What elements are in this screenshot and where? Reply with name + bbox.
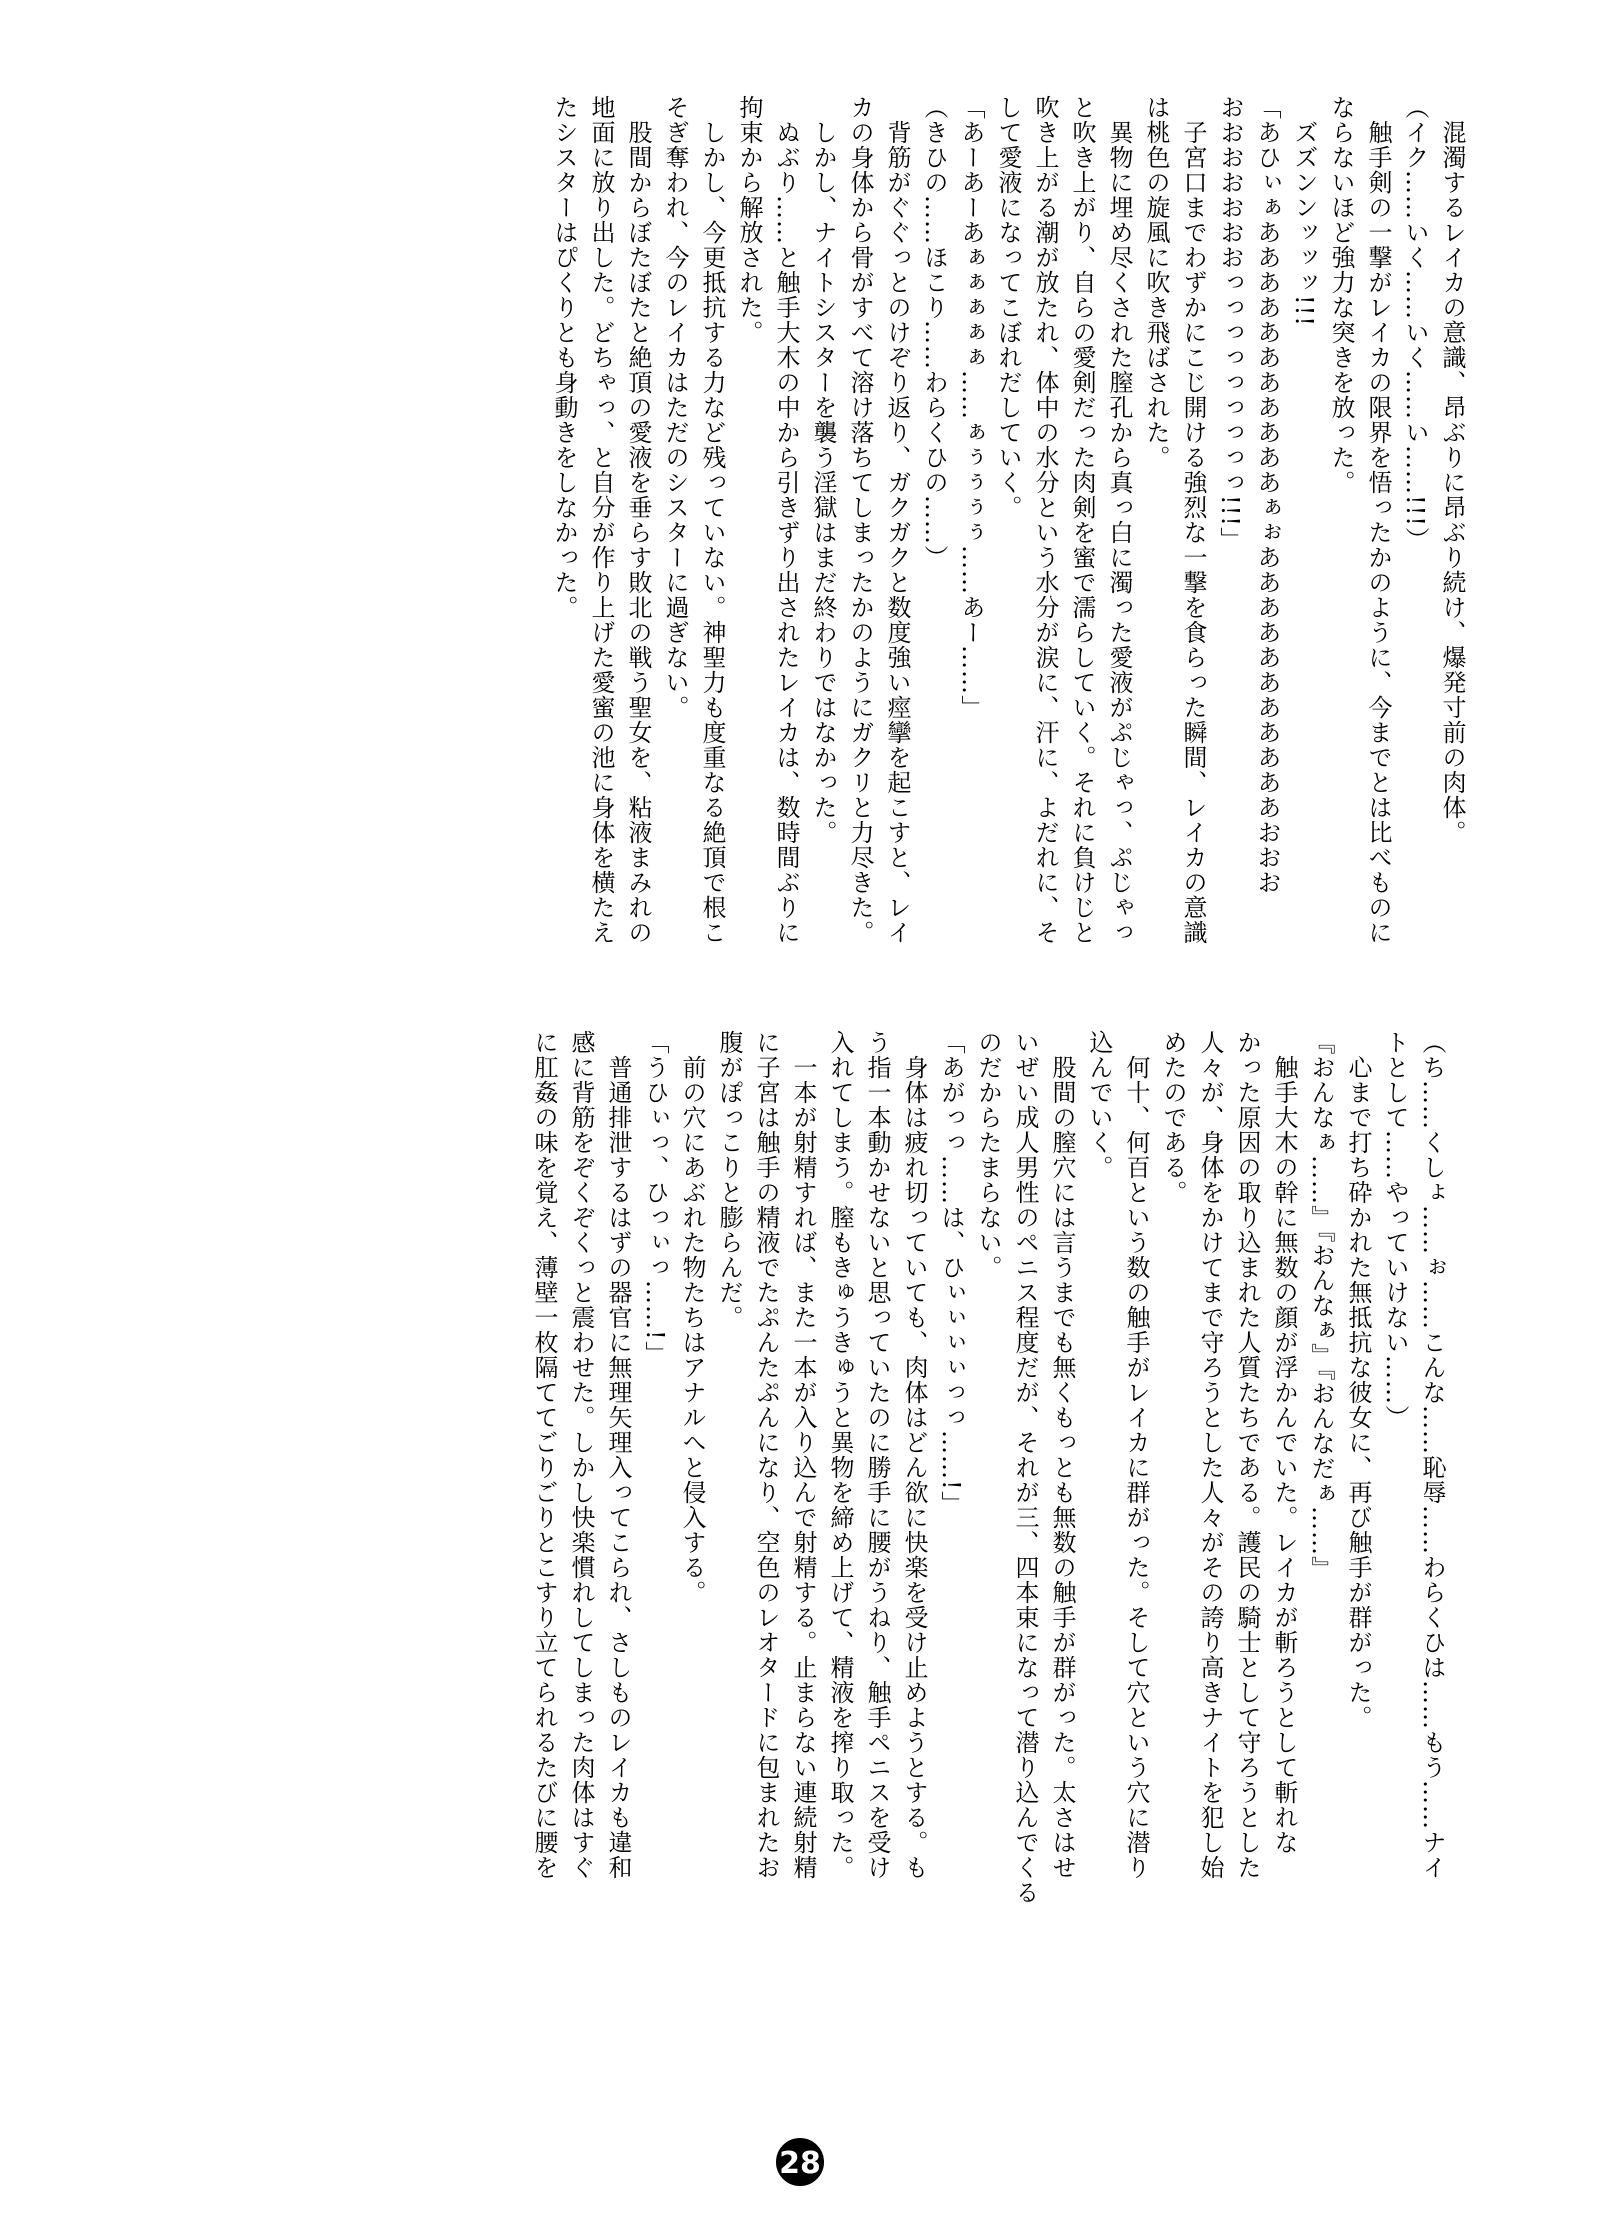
text-line: 入れてしまう。膣もきゅうきゅうと異物を締め上げて、精液を搾り取った。 [826, 1030, 854, 1880]
text-line: 股間からぼたぼたと絶頂の愛液を垂らす敗北の戦う聖女を、粘液まみれの [624, 95, 652, 945]
text-line: 触手大木の幹に無数の顔が浮かんでいた。レイカが斬ろうとして斬れな [1270, 1030, 1298, 1855]
text-line: しかし、ナイトシスターを襲う淫獄はまだ終わりではなかった。 [809, 95, 837, 845]
text-line: 子宮口までわずかにこじ開ける強烈な一撃を食らった瞬間、レイカの意識 [1179, 95, 1207, 945]
text-line: は桃色の旋風に吹き飛ばされた。 [1142, 95, 1170, 470]
text-line: 込んでいく。 [1085, 1030, 1113, 1180]
text-line: かった原因の取り込まれた人質たちである。護民の騎士として守ろうとした [1233, 1030, 1261, 1880]
upper-text-block [100, 95, 1470, 1090]
text-line: 普通排泄するはずの器官に無理矢理入ってこられ、さしものレイカも違和 [604, 1030, 632, 1880]
text-line: 「あひぃぁあああああああああああぁぉあああああああああああおおお [1253, 95, 1281, 895]
text-line: 「あーあーあぁぁぁぁぁ……ぁぅぅぅぅ……あー……」 [957, 95, 985, 720]
text-line: たシスターはぴくりとも身動きをしなかった。 [550, 95, 578, 620]
text-line: 心まで打ち砕かれた無抵抗な彼女に、再び触手が群がった。 [1344, 1030, 1372, 1730]
text-line: ならないほど強力な突きを放った。 [1327, 95, 1355, 495]
text-line: 股間の膣穴には言うまでも無くもっとも無数の触手が群がった。太さはせ [1048, 1030, 1076, 1880]
text-line: そぎ奪われ、今のレイカはただのシスターに過ぎない。 [661, 95, 689, 720]
text-line: に子宮は触手の精液でたぷんたぷんになり、空色のレオタードに包まれたお [752, 1030, 780, 1880]
text-line: 人々が、身体をかけてまで守ろうとした人々がその誇り高きナイトを犯し始 [1196, 1030, 1224, 1880]
text-line: （イク……いく……いく……い……!!!） [1401, 95, 1429, 552]
lower-text-block [100, 1030, 1450, 2080]
text-line: 「あがっっ……は、ひぃぃぃぃっっ……!」 [937, 1030, 965, 1516]
text-line: トとして……やっていけない……） [1381, 1030, 1409, 1430]
text-line: 感に背筋をぞくぞくっと震わせた。しかし快楽慣れしてしまった肉体はすぐ [567, 1030, 595, 1880]
text-line: 前の穴にあぶれた物たちはアナルへと侵入する。 [678, 1030, 706, 1605]
text-line: 背筋がぐぐっとのけぞり返り、ガクガクと数度強い痙攣を起こすと、レイ [883, 95, 911, 945]
text-line: （きひの……ほこり……わらくひの……） [920, 95, 948, 570]
text-line: ズズンンッッッ!!! [1290, 95, 1318, 327]
text-line: に肛姦の味を覚え、薄壁一枚隔ててごりごりとこすり立てられるたびに腰を [530, 1030, 558, 1880]
text-line: して愛液になってこぼれだしていく。 [994, 95, 1022, 520]
text-line: しかし、今更抵抗する力など残っていない。神聖力も度重なる絶頂で根こ [698, 95, 726, 945]
text-line: カの身体から骨がすべて溶け落ちてしまったかのようにガクリと力尽きた。 [846, 95, 874, 945]
text-line: 地面に放り出した。どちゃっ、と自分が作り上げた愛蜜の池に身体を横たえ [587, 95, 615, 945]
text-line: 拘束から解放された。 [735, 95, 763, 345]
text-line: 触手剣の一撃がレイカの限界を悟ったかのように、今までとは比べものに [1364, 95, 1392, 945]
text-line: 腹がぽっこりと膨らんだ。 [715, 1030, 743, 1330]
text-line: と吹き上がり、自らの愛剣だった肉剣を蜜で濡らしていく。それに負けじと [1068, 95, 1096, 945]
text-line: おおおおおおおっっっっっっっっっ!!!」 [1216, 95, 1244, 552]
text-line: めたのである。 [1159, 1030, 1187, 1205]
text-line: 何十、何百という数の触手がレイカに群がった。そして穴という穴に潜り [1122, 1030, 1150, 1880]
text-line: 身体は疲れ切っていても、肉体はどん欲に快楽を受け止めようとする。も [900, 1030, 928, 1880]
text-line: 異物に埋め尽くされた膣孔から真っ白に濁った愛液がぷじゃっ、ぷじゃっ [1105, 95, 1133, 945]
text-line: う指一本動かせないと思っていたのに勝手に腰がうねり、触手ペニスを受け [863, 1030, 891, 1880]
text-line: 『おんなぁ……』『おんなぁ』『おんなだぁ……』 [1307, 1030, 1335, 1581]
text-line: いぜい成人男性のペニス程度だが、それが三、四本束になって潜り込んでくる [1011, 1030, 1039, 1905]
text-line: 混濁するレイカの意識、昂ぶりに昂ぶり続け、爆発寸前の肉体。 [1438, 95, 1466, 845]
text-line: 一本が射精すれば、また一本が入り込んで射精する。止まらない連続射精 [789, 1030, 817, 1880]
text-line: （ち……くしょ……ぉ……こんな……恥辱……わらくひは……もう……ナイ [1418, 1030, 1446, 1880]
text-line: のだからたまらない。 [974, 1030, 1002, 1280]
page-number: 28 [776, 2138, 824, 2186]
text-line: 吹き上がる潮が放たれ、体中の水分という水分が涙に、汗に、よだれに、そ [1031, 95, 1059, 945]
text-line: ぬぶり……と触手大木の中から引きずり出されたレイカは、数時間ぶりに [772, 95, 800, 945]
text-line: 「うひぃっ、ひっぃっ……!」 [641, 1030, 669, 1366]
